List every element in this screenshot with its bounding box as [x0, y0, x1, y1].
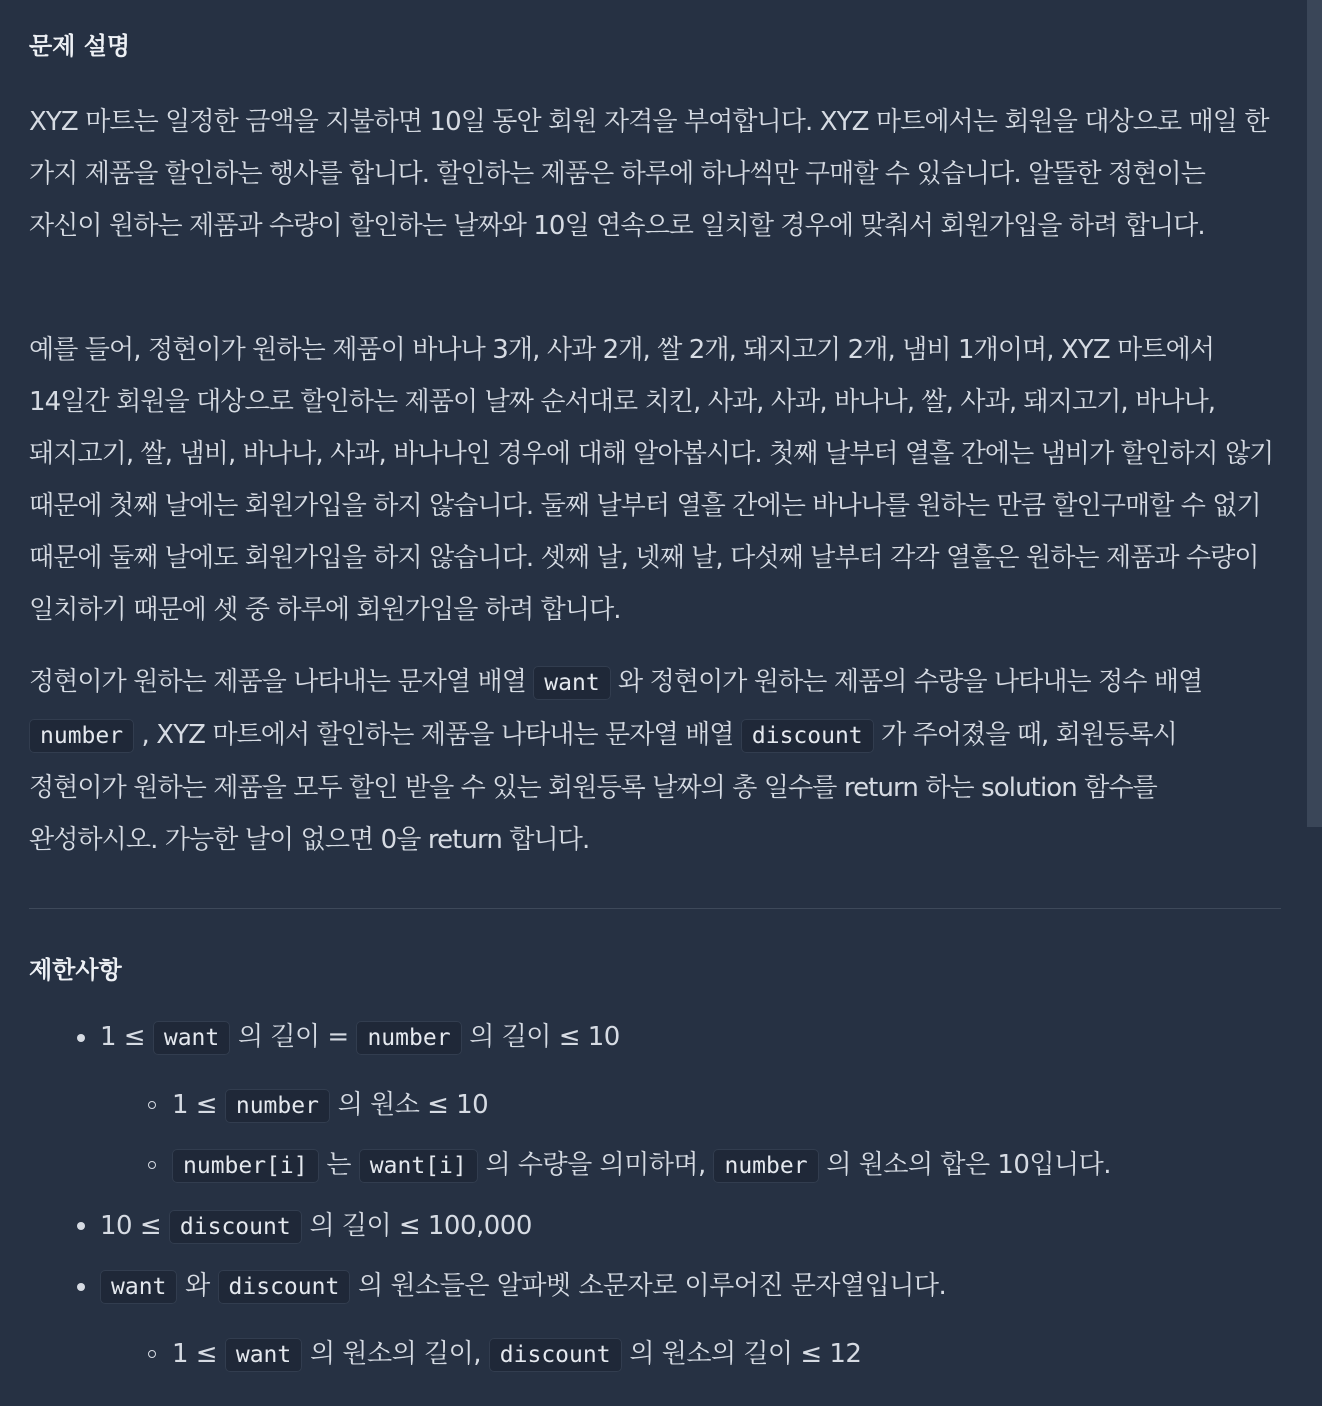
text: 와	[177, 1271, 218, 1301]
text: 1 ≤	[172, 1090, 225, 1120]
text: 의 수량을 의미하며,	[477, 1150, 714, 1180]
bullet-circle-icon	[148, 1350, 156, 1358]
inline-code: number	[225, 1089, 330, 1123]
section-title-constraints: 제한사항	[29, 956, 122, 984]
text: 1 ≤	[172, 1339, 225, 1369]
inline-code: want	[153, 1021, 230, 1055]
constraint-item-3	[100, 1266, 946, 1307]
inline-code: discount	[489, 1338, 622, 1372]
section-title-description: 문제 설명	[29, 32, 131, 60]
inline-code: want[i]	[359, 1149, 478, 1183]
bullet-disc-icon	[77, 1222, 85, 1230]
text: 의 원소들은 알파벳 소문자로 이루어진 문자열입니다.	[350, 1271, 947, 1301]
constraint-item-2	[100, 1206, 532, 1247]
text: 의 길이 ≤ 10	[461, 1022, 620, 1052]
text: , XYZ 마트에서 할인하는 제품을 나타내는 문자열 배열	[134, 720, 741, 750]
description-paragraph-2: 예를 들어, 정현이가 원하는 제품이 바나나 3개, 사과 2개, 쌀 2개, 돼지고기 2개, 냄비 1개이며, XYZ 마트에서 14일간 회원을 대상으로 할인하는 제품이 날짜 순서대로 치킨, 사과, 사과, 바나나, 쌀, 사과, 돼지고기, 바나나, 돼지고기, 쌀, 냄비, 바나나, 사과, 바나나인 경우에 대해 알아봅시다. 첫째 날부터 열흘 간에는 냄비가 할인하지 않기 때문에 첫째 날에는 회원가입을 하지 않습니다. 둘째 날부터 열흘 간에는 바나나를 원하는 만큼 할인구매할 수 없기 때문에 둘째 날에도 회원가입을 하지 않습니다. 셋째 날, 넷째 날, 다섯째 날부터 각각 열흘은 원하는 제품과 수량이 일치하기 때문에 셋 중 하루에 회원가입을 하려 합니다.	[29, 335, 1274, 625]
text: 의 원소의 길이,	[302, 1339, 489, 1369]
text: 가 주어졌을 때, 회원등록시 정현이가 원하는 제품을 모두 할인 받을 수 있는 회원등록 날짜의 총 일수를 return 하는 solution 함수를 완성하시오. 가능한 날이 없으면 0을 return 합니다.	[29, 720, 1177, 855]
inline-code-number: number	[29, 719, 134, 753]
bullet-disc-icon	[77, 1034, 85, 1042]
bullet-circle-icon	[148, 1161, 156, 1169]
description-paragraph-1: XYZ 마트는 일정한 금액을 지불하면 10일 동안 회원 자격을 부여합니다. XYZ 마트에서는 회원을 대상으로 매일 한 가지 제품을 할인하는 행사를 합니다. 할인하는 제품은 하루에 하나씩만 구매할 수 있습니다. 알뜰한 정현이는 자신이 원하는 제품과 수량이 할인하는 날짜와 10일 연속으로 일치할 경우에 맞춰서 회원가입을 하려 합니다.	[29, 107, 1269, 241]
text: 의 원소의 합은 10입니다.	[818, 1150, 1112, 1180]
inline-code: number[i]	[172, 1149, 319, 1183]
inline-code: want	[225, 1338, 302, 1372]
text: 의 길이 ≤ 100,000	[301, 1211, 532, 1241]
text: 는	[318, 1150, 359, 1180]
text: 와 정현이가 원하는 제품의 수량을 나타내는 정수 배열	[610, 667, 1203, 697]
text: 1 ≤	[100, 1022, 153, 1052]
constraint-subitem-1a	[172, 1085, 488, 1126]
inline-code-want: want	[533, 666, 610, 700]
inline-code: number	[356, 1021, 461, 1055]
text: 10 ≤	[100, 1211, 169, 1241]
bullet-disc-icon	[77, 1283, 85, 1291]
constraint-subitem-1b	[172, 1145, 1111, 1186]
inline-code: discount	[218, 1270, 351, 1304]
scrollbar[interactable]	[1307, 0, 1322, 827]
text: 정현이가 원하는 제품을 나타내는 문자열 배열	[29, 667, 534, 697]
inline-code-discount: discount	[741, 719, 874, 753]
text: 의 길이 =	[230, 1022, 357, 1052]
text: 의 원소의 길이 ≤ 12	[621, 1339, 862, 1369]
inline-code: want	[100, 1270, 177, 1304]
bullet-circle-icon	[148, 1101, 156, 1109]
constraint-item-1	[100, 1017, 620, 1058]
section-divider	[29, 908, 1281, 909]
constraint-subitem-3a	[172, 1334, 861, 1375]
inline-code: discount	[169, 1210, 302, 1244]
inline-code: number	[713, 1149, 818, 1183]
description-paragraph-3	[29, 656, 1281, 866]
text: 의 원소 ≤ 10	[329, 1090, 489, 1120]
